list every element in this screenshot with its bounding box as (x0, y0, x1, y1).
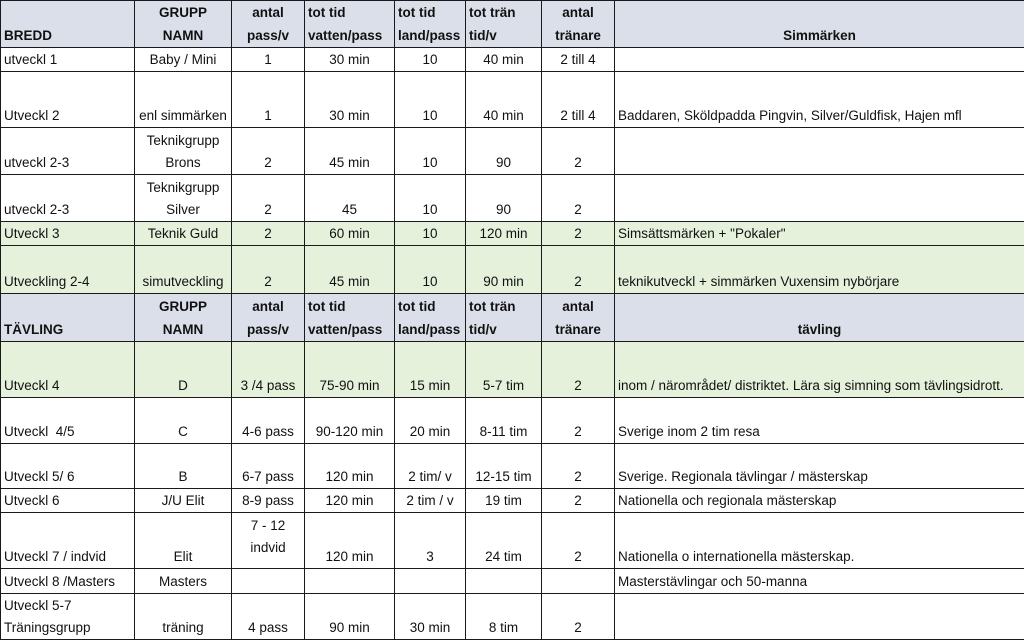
table-cell: 40 min (466, 48, 542, 72)
table-cell: teknikutveckl + simmärken Vuxensim nybörjare (615, 246, 1024, 294)
table-cell: 6-7 pass (232, 444, 305, 489)
header-cell: tot trän tid/v (466, 1, 542, 48)
table-cell: träning (135, 594, 232, 640)
table-cell: Nationella o internationella mästerskap. (615, 513, 1024, 569)
table-cell (615, 128, 1024, 175)
header-cell: tävling (615, 294, 1024, 342)
table-cell: 15 min (395, 342, 466, 398)
table-cell: 2 till 4 (542, 72, 615, 128)
table-cell: 8-9 pass (232, 489, 305, 513)
table-cell: 45 (305, 175, 395, 222)
table-cell: Utveckling 2-4 (1, 246, 135, 294)
table-cell (395, 569, 466, 594)
table-cell: inom / närområdet/ distriktet. Lära sig simning som tävlingsidrott. (615, 342, 1024, 398)
table-cell: 45 min (305, 128, 395, 175)
table-cell: 3 /4 pass (232, 342, 305, 398)
table-cell: 2 (542, 513, 615, 569)
table-cell: 120 min (466, 222, 542, 246)
table-cell: 30 min (395, 594, 466, 640)
table-cell: B (135, 444, 232, 489)
table-cell: 75-90 min (305, 342, 395, 398)
table-cell: Nationella och regionala mästerskap (615, 489, 1024, 513)
table-cell: 2 tim / v (395, 489, 466, 513)
table-row (1, 569, 1024, 594)
table-cell: Masterstävlingar och 50-manna (615, 569, 1024, 594)
table-cell: Utveckl 8 /Masters (1, 569, 135, 594)
header-cell: Simmärken (615, 1, 1024, 48)
table-cell: 2 (542, 444, 615, 489)
table-cell: 90-120 min (305, 398, 395, 444)
table-cell: 2 (542, 398, 615, 444)
table-cell: C (135, 398, 232, 444)
table-cell: 24 tim (466, 513, 542, 569)
table-cell: Teknik Guld (135, 222, 232, 246)
table-cell: 3 (395, 513, 466, 569)
table-row (1, 72, 1024, 128)
table-cell: 90 min (466, 246, 542, 294)
table-cell: 60 min (305, 222, 395, 246)
table-cell: 10 (395, 48, 466, 72)
table-cell: 45 min (305, 246, 395, 294)
header-cell: tot trän tid/v (466, 294, 542, 342)
table-cell: 2 (542, 222, 615, 246)
table-row (1, 246, 1024, 294)
table-cell: 1 (232, 72, 305, 128)
table-cell: 10 (395, 72, 466, 128)
table-cell: 5-7 tim (466, 342, 542, 398)
table-cell (615, 594, 1024, 640)
table-cell: Utveckl 7 / indvid (1, 513, 135, 569)
table-cell: 7 - 12 indvid (232, 513, 305, 569)
table-cell (542, 569, 615, 594)
table-cell: utveckl 1 (1, 48, 135, 72)
table-cell: 12-15 tim (466, 444, 542, 489)
table-cell: Utveckl 4 (1, 342, 135, 398)
table-row (1, 489, 1024, 513)
table-cell: Utveckl 5-7 Träningsgrupp (1, 594, 135, 640)
header-cell: antal tränare (542, 1, 615, 48)
table-cell: D (135, 342, 232, 398)
table-cell: 2 (542, 489, 615, 513)
table-cell: 8-11 tim (466, 398, 542, 444)
table-cell: 120 min (305, 489, 395, 513)
table-cell: 90 (466, 128, 542, 175)
table-cell (232, 569, 305, 594)
header-row-bredd (1, 1, 1024, 48)
table-cell: 30 min (305, 48, 395, 72)
table-row (1, 175, 1024, 222)
table-row (1, 222, 1024, 246)
table-cell: 2 (232, 246, 305, 294)
table-cell: 2 tim/ v (395, 444, 466, 489)
table-cell: 2 (542, 246, 615, 294)
table-cell: 90 (466, 175, 542, 222)
table-cell: Utveckl 5/ 6 (1, 444, 135, 489)
table-cell: utveckl 2-3 (1, 128, 135, 175)
table-cell: 2 (232, 222, 305, 246)
table-cell: 2 till 4 (542, 48, 615, 72)
table-cell: 2 (542, 128, 615, 175)
header-cell: antal tränare (542, 294, 615, 342)
table-cell: 1 (232, 48, 305, 72)
table-cell: 8 tim (466, 594, 542, 640)
table-cell: 2 (232, 128, 305, 175)
header-cell: tot tid land/pass (395, 1, 466, 48)
table-cell: 4-6 pass (232, 398, 305, 444)
table-cell: 40 min (466, 72, 542, 128)
table-cell (466, 569, 542, 594)
header-cell: tot tid vatten/pass (305, 294, 395, 342)
table-cell: 120 min (305, 444, 395, 489)
header-cell: TÄVLING (1, 294, 135, 342)
table-cell: 2 (232, 175, 305, 222)
table-cell: Simsättsmärken + "Pokaler" (615, 222, 1024, 246)
table-cell: 120 min (305, 513, 395, 569)
table-cell: 20 min (395, 398, 466, 444)
table-cell: Baddaren, Sköldpadda Pingvin, Silver/Guldfisk, Hajen mfl (615, 72, 1024, 128)
table-cell: Sverige. Regionala tävlingar / mästerskap (615, 444, 1024, 489)
table-row (1, 128, 1024, 175)
header-cell: BREDD (1, 1, 135, 48)
table-cell: 2 (542, 175, 615, 222)
table-cell: 10 (395, 246, 466, 294)
table-cell: Masters (135, 569, 232, 594)
table-cell: 4 pass (232, 594, 305, 640)
header-cell: GRUPP NAMN (135, 1, 232, 48)
table-row (1, 342, 1024, 398)
table-cell: Teknikgrupp Silver (135, 175, 232, 222)
table-cell: 10 (395, 175, 466, 222)
table-cell (615, 175, 1024, 222)
table-cell (305, 569, 395, 594)
table-row (1, 513, 1024, 569)
table-cell: 30 min (305, 72, 395, 128)
table-cell: Utveckl 2 (1, 72, 135, 128)
table-cell: J/U Elit (135, 489, 232, 513)
table-cell (615, 48, 1024, 72)
table-row (1, 398, 1024, 444)
table-cell: Sverige inom 2 tim resa (615, 398, 1024, 444)
table-cell: Utveckl 3 (1, 222, 135, 246)
header-cell: tot tid vatten/pass (305, 1, 395, 48)
table-cell: 90 min (305, 594, 395, 640)
header-cell: antal pass/v (232, 294, 305, 342)
table-cell: 2 (542, 594, 615, 640)
table-cell: Baby / Mini (135, 48, 232, 72)
table-row (1, 444, 1024, 489)
table-cell: 10 (395, 222, 466, 246)
table-cell: simutveckling (135, 246, 232, 294)
table-cell: 2 (542, 342, 615, 398)
table-cell: Utveckl 4/5 (1, 398, 135, 444)
table-cell: Teknikgrupp Brons (135, 128, 232, 175)
table-cell: 19 tim (466, 489, 542, 513)
table-cell: enl simmärken (135, 72, 232, 128)
header-cell: tot tid land/pass (395, 294, 466, 342)
table-row (1, 594, 1024, 640)
header-cell: GRUPP NAMN (135, 294, 232, 342)
table-cell: Elit (135, 513, 232, 569)
table-cell: 10 (395, 128, 466, 175)
table-cell: Utveckl 6 (1, 489, 135, 513)
table-row (1, 48, 1024, 72)
table-cell: utveckl 2-3 (1, 175, 135, 222)
header-row-tavling (1, 294, 1024, 342)
header-cell: antal pass/v (232, 1, 305, 48)
